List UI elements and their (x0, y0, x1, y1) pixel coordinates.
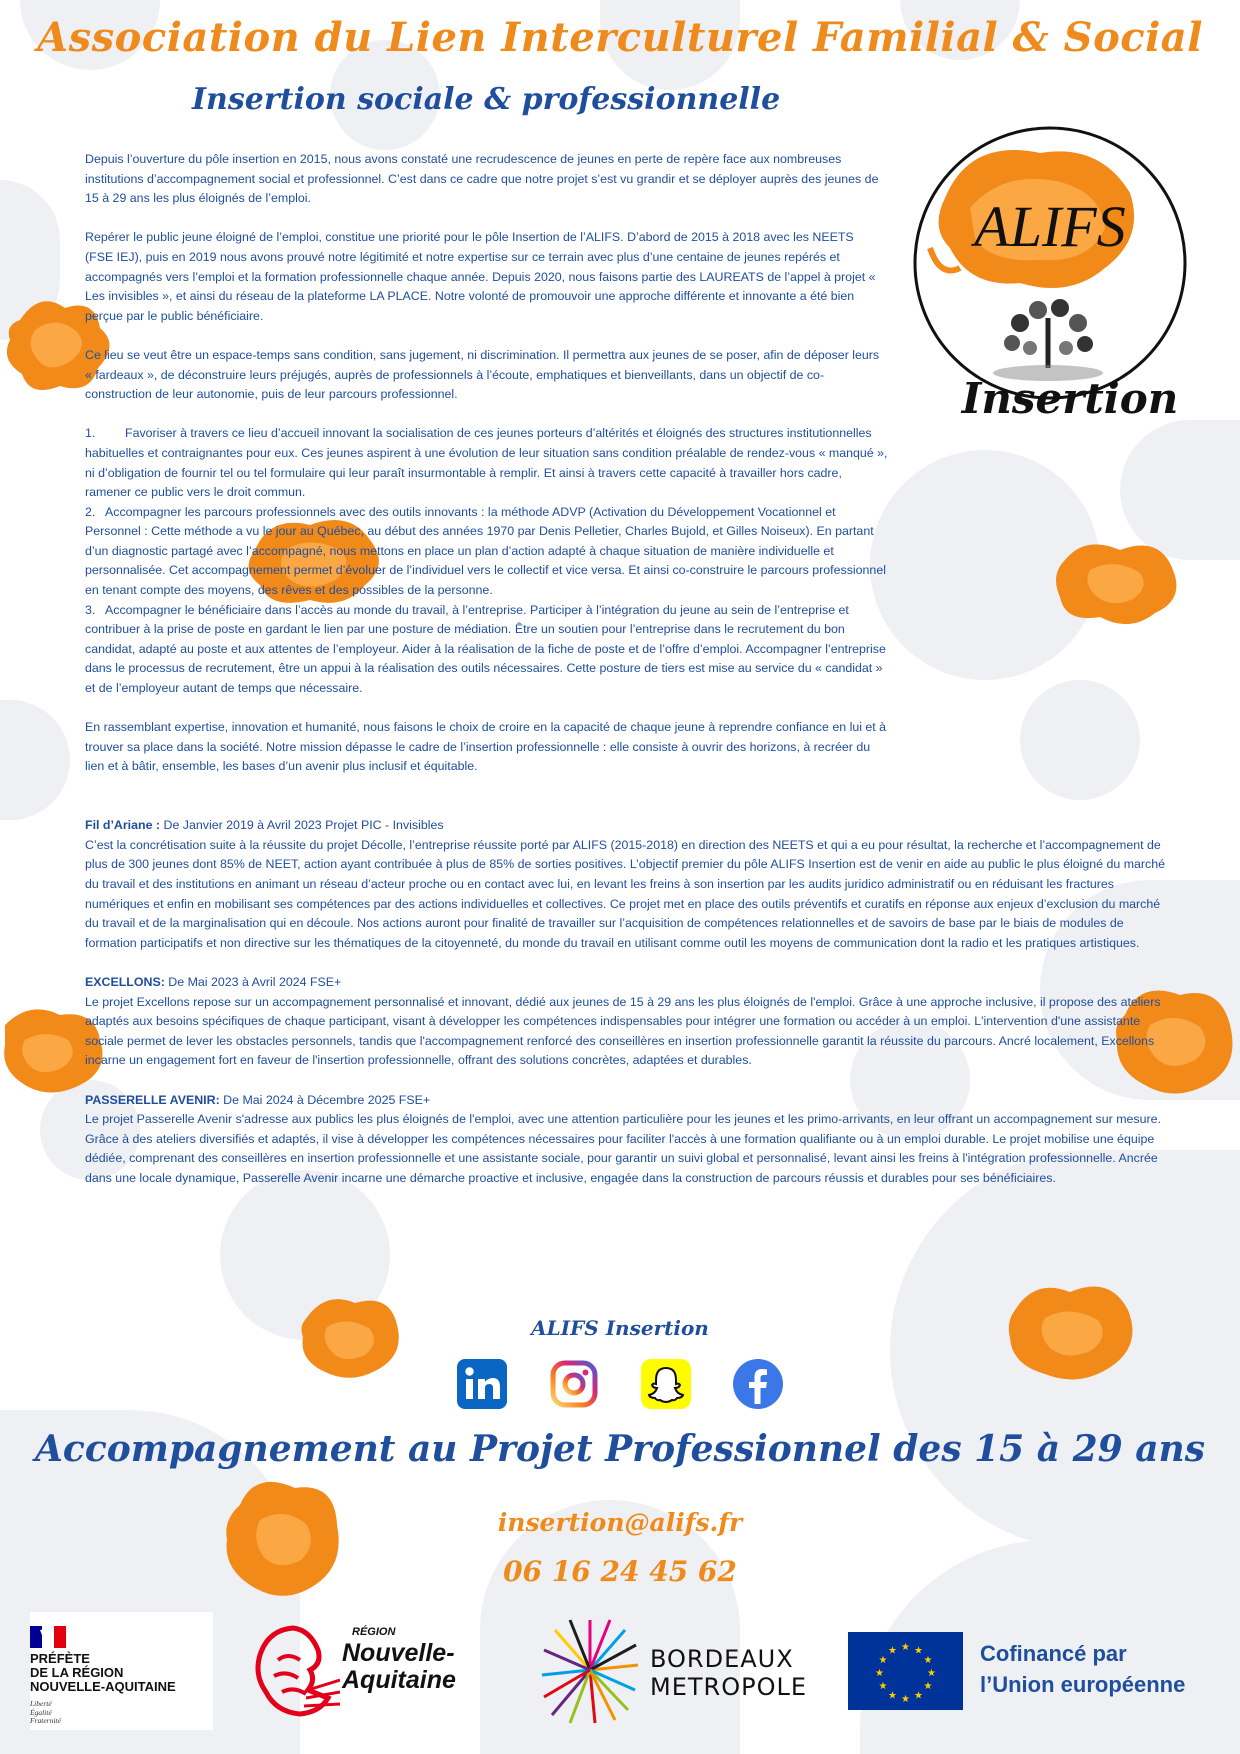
svg-text:★: ★ (914, 1690, 923, 1702)
svg-text:★: ★ (888, 1645, 897, 1657)
prefete-logo: PRÉFÈTE DE LA RÉGION NOUVELLE-AQUITAINE Liberté Égalité Fraternité (30, 1612, 213, 1730)
closing-paragraph: En rassemblant expertise, innovation et humanité, nous faisons le choix de croire en la capacité de chaque jeune à reprendre confiance en lui et à trouver sa place dans la société. Notre mission dépasse le cadre de l’insertion professionnelle : elle consiste à ouvrir des horizons, à recréer du lien et à bâtir, ensemble, les bases d’un avenir plus inclusif et équitable. (85, 720, 887, 774)
logo-caption: Insertion (961, 374, 1179, 423)
project-heading: EXCELLONS: De Mai 2023 à Avril 2024 FSE+ (85, 974, 342, 989)
contact-email[interactable]: insertion@alifs.fr (497, 1508, 743, 1537)
svg-text:★: ★ (901, 1694, 910, 1705)
social-title: ALIFS Insertion (531, 1316, 709, 1340)
svg-text:★: ★ (927, 1668, 936, 1679)
svg-text:★: ★ (923, 1655, 933, 1666)
project-description: Le projet Excellons repose sur un accompagnement personnalisé et innovant, dédié aux jeunes de 15 à 29 ans les plus éloignés de l'emploi. Grâce à une approche inclusive, il propose des ateliers adaptés aux besoins spécifiques de chaque participant, visant à développer les compétences indispensables pour intégrer une formation ou accéder à un emploi. L'intervention d'une assistante sociale permet de lever les obstacles personnels, tandis que l'accompagnement renforcé des conseillères en insertion professionnelle garantit la réussite du parcours. Ancré localement, Excellons incarne un engagement fort en faveur de l'insertion professionnelle, offrant des solutions concrètes, adaptées et durables. (85, 994, 1161, 1068)
bordeaux-metropole-logo: BORDEAUX METROPOLE (540, 1615, 800, 1725)
svg-text:★: ★ (901, 1642, 910, 1653)
page-title: Association du Lien Interculturel Familial & Social (37, 14, 1203, 61)
intro-paragraph: Repérer le public jeune éloigné de l’emploi, constitue une priorité pour le pôle Insertion de l’ALIFS. D’abord de 2015 à 2018 avec les NEETS (FSE IEJ), puis en 2019 nous avons prouvé notre légitimité et notre expertise sur ce terrain avec plus d’une centaine de jeunes repérés et accompagnés vers l’emploi et la formation professionnelle chaque année. Depuis 2020, nous faisons partie des LAUREATS de l’appel à projet « Les invisibles », et ainsi du réseau de la plateforme LA PLACE. Notre volonté de promouvoir une approche différente et innovante a été bien perçue par le public bénéficiaire. (85, 230, 876, 323)
logo-mark-text: ALIFS (974, 194, 1126, 259)
eu-cofinance-logo: ★ ★ ★ ★ ★ ★ ★ ★ ★ ★ ★ ★ Cofinancé par l’Union européenne (848, 1632, 1218, 1710)
instagram-icon[interactable] (547, 1357, 601, 1411)
project-description: C’est la concrétisation suite à la réussite du projet Décolle, l’entreprise réussite porté par ALIFS (2015-2018) en direction des NEETS et qui a eu pour résultat, la recherche et l’accompagnement de plus de 300 jeunes dont 85% de NEET, action ayant contribuée à plus de 85% de sorties positives. L’objectif premier du pôle ALIFS Insertion est de venir en aide au public le plus éloigné du marché du travail et des institutions en animant un réseau d’acteur proche ou en contact avec lui, en levant les freins à son insertion par les audits juridico administratif ou en réduisant les fractures numériques et enfin en mobilisant ses compétences par des actions individuelles et collectives. Ce projet met en place des outils préventifs et curatifs en réponse aux enjeux d’exclusion du marché du travail et de la marginalisation qui en découle. Nos actions auront pour finalité de travailler sur l’acquisition de compétences relationnelles et de savoirs de base par le biais de modules de formation participatifs et non directive sur les thématiques de la citoyenneté, du monde du travail en utilisant comme outil les moyens de communication dont la radio et les pratiques artistiques. (85, 837, 1166, 950)
svg-text:★: ★ (888, 1690, 897, 1702)
contact-phone[interactable]: 06 16 24 45 62 (503, 1555, 737, 1588)
svg-text:★: ★ (923, 1681, 933, 1692)
facebook-icon[interactable] (731, 1357, 785, 1411)
bg-circle (0, 700, 70, 820)
social-links (0, 1357, 1240, 1411)
svg-text:★: ★ (914, 1645, 923, 1657)
objective-item: 2. Accompagner les parcours professionnels avec des outils innovants : la méthode ADVP (Activation du Développement Vocationnel et Personnel : Cette méthode a vu le jour au Québec, au début des années 1970 par Denis Pelletier, Charles Bujold, et Gilles Noiseux). En partant d’un diagnostic partagé avec l’accompagné, nous mettons en place un plan d’action adapté à chaque situation de manière individuelle et personnalisée. Cet accompagnement permet d’évoluer de l’individuel vers le collectif et vice versa. Et ainsi co-construire le parcours professionnel en tenant compte des moyens, des rêves et des possibles de la personne. (85, 504, 886, 598)
project-heading: Fil d’Ariane : De Janvier 2019 à Avril 2023 Projet PIC - Invisibles (85, 818, 444, 833)
objective-item: 1. Favoriser à travers ce lieu d’accueil innovant la socialisation de ces jeunes porteurs d’altérités et éloignés des structures institutionnelles habituelles et contraignantes pour eux. Ces jeunes aspirent à une évolution de leur situation sans condition préalable de rendez-vous « manqué », ni d’obligation de fournir tel ou tel formulaire qui leur paraît insurmontable à remplir. Et ainsi à travers cette capacité à travailler hors cadre, ramener ce public vers le droit commun. (85, 426, 888, 500)
snapchat-icon[interactable] (639, 1357, 693, 1411)
objective-item: 3. Accompagner le bénéficiaire dans l’accès au monde du travail, à l’entreprise. Participer à l’intégration du jeune au sein de l’entreprise et contribuer à la prise de poste en gardant le lien par une posture de médiation. Être un soutien pour l’entreprise dans le recrutement du bon candidat, adapté au poste et aux attentes de l’employeur. Aider à la réalisation de la fiche de poste et de l’offre d’emploi. Accompagner l’entreprise dans le processus de recrutement, être un appui à la réalisation des outils nécessaires. Cette posture de tiers est mise au service du « candidat » et de l’employeur autant de temps que nécessaire. (85, 602, 886, 696)
intro-paragraph: Depuis l’ouverture du pôle insertion en 2015, nous avons constaté une recrudescence de jeunes en perte de repère face aux nombreuses institutions d’accompagnement social et professionnel. C’est dans ce cadre que notre projet s’est vu grandir et se déployer auprès des jeunes de 15 à 29 ans les plus éloignés de l’emploi. (85, 152, 879, 206)
svg-text:★: ★ (878, 1655, 888, 1666)
lion-icon (248, 1620, 340, 1720)
project-description: Le projet Passerelle Avenir s'adresse aux publics les plus éloignés de l'emploi, avec une attention particulière pour les jeunes et les primo-arrivants, en leur offrant un accompagnement sur mesure. Grâce à des ateliers diversifiés et adaptés, il vise à développer les compétences nécessaires pour faciliter l'accès à une formation qualifiante ou à un emploi durable. Le projet mobilise une équipe dédiée, comprenant des conseillères en insertion professionnelle et une assistante sociale, pour garantir un suivi global et personnalisé, levant ainsi les freins à l'intégration professionnelle. Ancrée dans une locale dynamique, Passerelle Avenir incarne une démarche proactive et inclusive, engagée dans la construction de parcours réussis et durables pour ses bénéficiaires. (85, 1112, 1161, 1185)
linkedin-icon[interactable] (455, 1357, 509, 1411)
main-content (85, 150, 1175, 1188)
page-subtitle: Insertion sociale & professionnelle (192, 82, 781, 117)
project-heading: PASSERELLE AVENIR: De Mai 2024 à Décembre 2025 FSE+ (85, 1092, 431, 1107)
svg-text:★: ★ (878, 1681, 888, 1692)
intro-paragraph: Ce lieu se veut être un espace-temps sans condition, sans jugement, ni discrimination. Il permettra aux jeunes de se poser, afin de déposer leurs « fardeaux », de déconstruire leurs préjugés, auprès de professionnels à l’écoute, emphatiques et bienveillants, dans un objectif de co-construction de leur autonomie, puis de leur parcours professionnel. (85, 347, 880, 402)
nouvelle-aquitaine-logo: RÉGION Nouvelle- Aquitaine (248, 1620, 498, 1720)
starburst-icon (540, 1615, 640, 1725)
svg-text:★: ★ (875, 1668, 884, 1679)
marianne-flag-icon (30, 1626, 66, 1648)
eu-flag-icon (848, 1632, 963, 1710)
tagline: Accompagnement au Projet Professionnel des 15 à 29 ans (34, 1428, 1206, 1470)
